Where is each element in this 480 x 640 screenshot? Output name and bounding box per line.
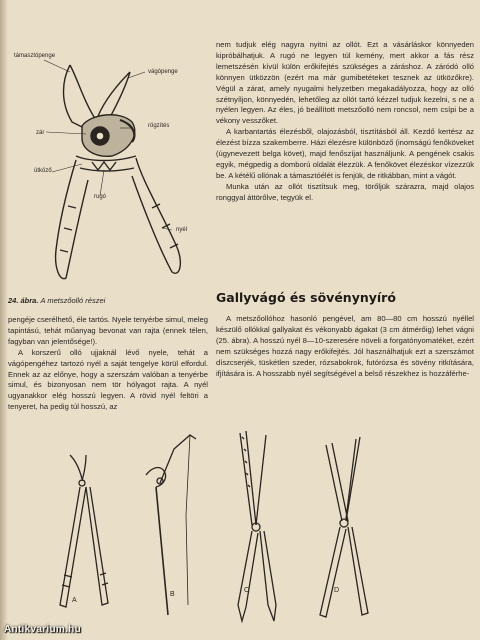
label-nyel: nyél: [176, 227, 188, 233]
right-column-bottom: [216, 314, 474, 379]
label-rugo: rugó: [94, 194, 107, 200]
paragraph: Munka után az ollót tisztítsuk meg, törőljük szárazra, majd olajos ronggyal áttörőlve, tegyük el.: [216, 181, 474, 202]
section-heading: Gallyvágó és sövénynyíró: [216, 290, 396, 305]
paragraph: A karbantartás élezésből, olajozásból, tisztításból áll. Kezdő kertész az élezést bízza szakemberre. Házi élezésre különböző (inomságú fenőköveket (úgynevezett belga követ), majd fenőszíjat használjunk. A pengének csakis egyik, mégpedig a domború oldalát élezzük. A fenőkövet élezéskor vízezzük be. A kétélű ollónak a támasztóélét is fenjük, de ritkábban, mint a vágót.: [216, 127, 474, 180]
figure-label-c: C: [244, 587, 250, 594]
label-rogzites: rögzítés: [148, 123, 170, 129]
figure-label-b: B: [170, 591, 175, 598]
paragraph: pengéje cserélhető, éle tartós. Nyele tenyérbe simul, meleg tapintású, tehát műanyag bevonat van rajta (ennek télen, fagyban van jelentősége!).: [8, 315, 208, 346]
tools-illustration: [56, 425, 456, 625]
right-column-top: [216, 40, 474, 204]
figure-label-d: D: [334, 587, 340, 594]
paragraph: nem tudjuk elég nagyra nyitni az ollót. Ezt a vásárláskor könnyeden kipróbálhatjuk. A rugó ne legyen túl kemény, mert akkor a fás rész lemetszésén kívül külön erőkifejtés szükséges a záráshoz. A záródó olló könnyen ütközzön (ezért ma már gumibetéteket tesznek az ütközőkre). Végül a zárat, amely nyugalmi helyzetben megakadályozza, hogy az olló szétnyíljon, könnyedén, lehetőleg az ollót tartó kézzel tudjuk kezelni, s ne a nyélen legyen. Az éles, jó beállított metszőolló nem roncsol, nem csípi be a vékony vesszőket.: [216, 40, 474, 126]
paragraph: A metszőollóhoz hasonló pengével, am 80—80 cm hosszú nyéllel készülő ollókkal gallyakat és vékonyabb ágakat (3 cm átmérőig) lehet vágni (25. ábra). A hosszú nyél 8—10-szeresére növeli a forgatónyomatéket, ezért nem szükséges hozzá nagy erőkifejtés. Jól használhatjuk ezt a szerszámot díszcserjék, tüskétlen szeder, rózsabokrok, futórózsa és sövény ritkítására, ifjítására is. A hosszabb nyél segítségével a belső részekhez is hozzáférhe-: [216, 314, 474, 378]
paragraph: A korszerű olló ujjaknál lévő nyele, tehát a vágópengéhez tartozó nyél a saját tengelye körül elfordul. Ennek az az előnye, hogy a szerszám valóban a tenyérbe simul, és bizonyosan nem tör hólyagot rajta. A nyél ugyanakkor elég hosszú legyen. A rövid nyél feltöri a tenyeret, ha pedig túl hosszú, az: [8, 347, 208, 412]
figure-24-caption: [8, 296, 105, 305]
caption-number: 24. ábra.: [8, 296, 39, 305]
watermark-text: Antikvarium.hu: [4, 624, 81, 635]
figure-label-a: A: [72, 597, 77, 604]
label-tamasztopenge: támasztópenge: [14, 53, 56, 59]
left-column-text: [8, 315, 208, 413]
caption-text: A metszőolló részei: [40, 296, 106, 305]
label-zar: zár: [36, 130, 45, 136]
label-utkozo: ütköző: [34, 168, 52, 174]
label-vagopenge: vágópenge: [148, 69, 178, 75]
